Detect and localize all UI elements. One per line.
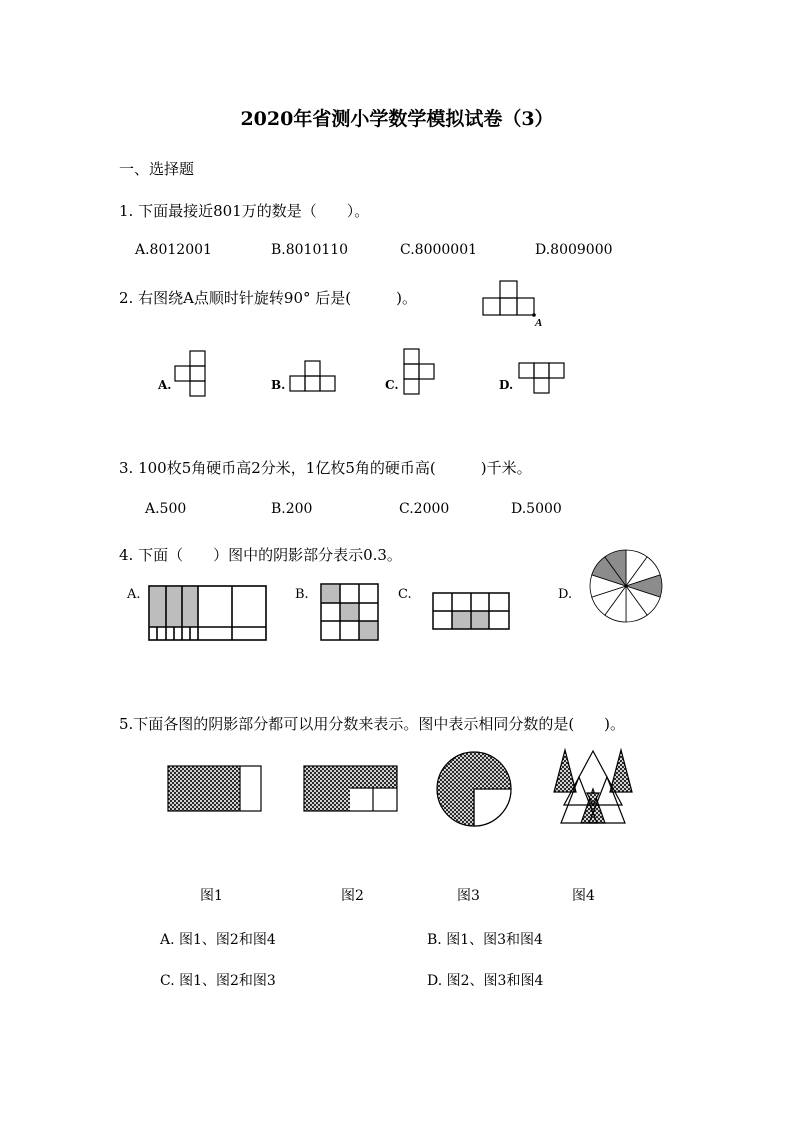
question-5-option-c[interactable]: C. 图1、图2和图3 <box>160 973 276 989</box>
question-2-option-d[interactable]: D. <box>499 378 514 392</box>
question-2-option-d-figure <box>518 362 570 398</box>
question-2-option-b[interactable]: B. <box>271 378 286 392</box>
section-heading: 一、选择题 <box>119 160 195 178</box>
question-2-option-c-figure <box>403 348 443 398</box>
question-4-option-b-figure <box>320 583 380 641</box>
question-2-option-a-figure <box>174 350 214 398</box>
question-1-stem: 1. 下面最接近801万的数是（ ）。 <box>119 202 370 220</box>
question-1-option-a[interactable]: A.8012001 <box>135 242 212 258</box>
question-3-option-d[interactable]: D.5000 <box>511 501 562 517</box>
question-3-option-a[interactable]: A.500 <box>145 501 187 517</box>
question-4-stem: 4. 下面（ ）图中的阴影部分表示0.3。 <box>119 546 402 564</box>
question-2-option-a[interactable]: A. <box>158 378 172 392</box>
question-4-option-d[interactable]: D. <box>558 587 573 602</box>
question-4-option-c[interactable]: C. <box>398 587 412 602</box>
question-5-stem: 5.下面各图的阴影部分都可以用分数来表示。图中表示相同分数的是( )。 <box>119 715 626 733</box>
question-1-option-d[interactable]: D.8009000 <box>535 242 613 258</box>
question-2-option-c[interactable]: C. <box>385 378 399 392</box>
question-5-figure-2-label: 图2 <box>341 888 364 904</box>
question-4-option-a[interactable]: A. <box>127 587 141 602</box>
question-5-figure-1 <box>167 765 263 813</box>
question-5-figure-1-label: 图1 <box>200 888 223 904</box>
question-4-option-a-figure <box>148 585 268 641</box>
question-4-option-c-figure <box>432 592 512 632</box>
question-3-stem: 3. 100枚5角硬币高2分米，1亿枚5角的硬币高( )千米。 <box>119 459 532 477</box>
question-3-option-c[interactable]: C.2000 <box>399 501 450 517</box>
question-2-option-b-figure <box>289 360 341 396</box>
question-5-figure-4 <box>551 747 635 829</box>
question-5-option-a[interactable]: A. 图1、图2和图4 <box>160 932 276 948</box>
question-2-reference-figure <box>476 278 556 328</box>
question-2-point-label: A <box>535 317 543 329</box>
question-5-option-b[interactable]: B. 图1、图3和图4 <box>427 932 543 948</box>
question-5-figure-2 <box>303 765 399 813</box>
question-5-option-d[interactable]: D. 图2、图3和图4 <box>427 973 544 989</box>
question-1-option-b[interactable]: B.8010110 <box>271 242 349 258</box>
question-2-stem: 2. 右图绕A点顺时针旋转90° 后是( )。 <box>119 289 417 307</box>
question-5-figure-3-label: 图3 <box>457 888 480 904</box>
question-5-figure-3 <box>435 750 513 828</box>
question-1-option-c[interactable]: C.8000001 <box>400 242 478 258</box>
question-3-option-b[interactable]: B.200 <box>271 501 313 517</box>
question-4-option-b[interactable]: B. <box>295 587 309 602</box>
question-5-figure-4-label: 图4 <box>572 888 595 904</box>
question-4-option-d-pie <box>588 548 664 624</box>
page-title: 2020年省测小学数学模拟试卷（3） <box>240 108 554 130</box>
